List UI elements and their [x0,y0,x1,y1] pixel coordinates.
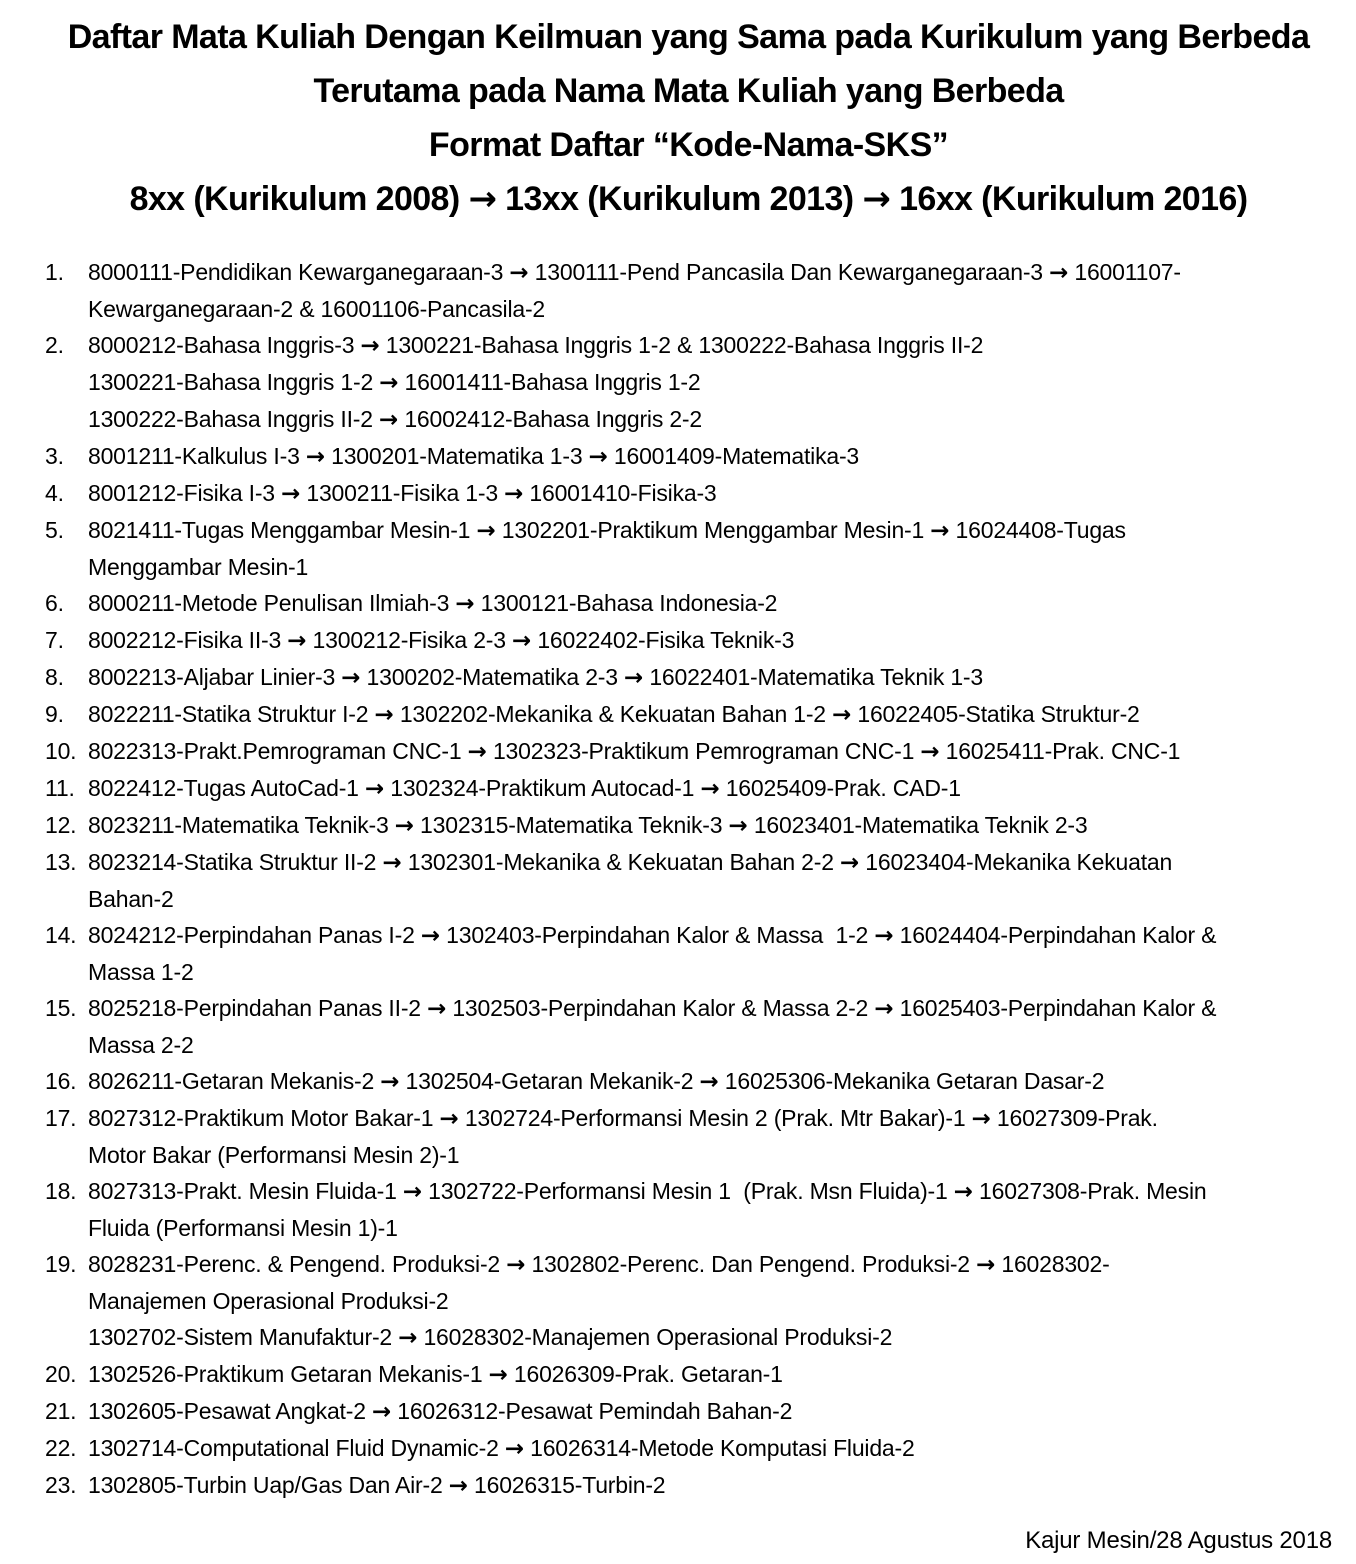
item-number: 21. [45,1398,77,1424]
item-number: 18. [45,1178,77,1204]
item-lines [88,807,1332,844]
right-arrow-icon: → [379,407,399,433]
right-arrow-icon: → [398,1325,418,1351]
item-number: 13. [45,849,77,875]
course-list [45,254,1332,1504]
item-lines [88,1100,1332,1173]
item-number: 7. [45,627,64,653]
list-item [45,1430,1332,1467]
item-line: 1302714-Computational Fluid Dynamic-2 → 16026314-Metode Komputasi Fluida-2 [88,1435,915,1462]
right-arrow-icon: → [874,996,894,1022]
item-number: 9. [45,701,64,727]
item-lines [88,475,1332,512]
item-lines [88,1467,1332,1504]
item-line: Bahan-2 [88,886,174,912]
list-item [45,807,1332,844]
list-item [45,1356,1332,1393]
item-line: 8001212-Fisika I-3 → 1300211-Fisika 1-3 → 16001410-Fisika-3 [88,480,717,507]
list-item [45,438,1332,475]
list-item [45,1100,1332,1173]
item-line: 8022412-Tugas AutoCad-1 → 1302324-Praktikum Autocad-1 → 16025409-Prak. CAD-1 [88,775,961,802]
title-line-1: Daftar Mata Kuliah Dengan Keilmuan yang Sama pada Kurikulum yang Berbeda [67,18,1310,56]
right-arrow-icon: → [728,813,748,839]
item-number: 19. [45,1251,77,1277]
item-lines [88,990,1332,1063]
right-arrow-icon: → [380,1069,400,1095]
item-line: 8000211-Metode Penulisan Ilmiah-3 → 1300121-Bahasa Indonesia-2 [88,590,778,617]
item-number: 23. [45,1472,77,1498]
right-arrow-icon: → [832,702,852,728]
item-lines [88,254,1332,327]
item-lines [88,622,1332,659]
right-arrow-icon: → [953,1179,973,1205]
item-line: Fluida (Performansi Mesin 1)-1 [88,1215,398,1241]
item-line: 8028231-Perenc. & Pengend. Produksi-2 → 1302802-Perenc. Dan Pengend. Produksi-2 → 16028302- [88,1251,1110,1278]
right-arrow-icon: → [455,591,475,617]
right-arrow-icon: → [448,1473,468,1499]
item-number: 2. [45,332,64,358]
right-arrow-icon: → [341,665,361,691]
right-arrow-icon: → [862,179,891,219]
item-lines [88,1430,1332,1467]
item-number: 14. [45,922,77,948]
item-line: Menggambar Mesin-1 [88,554,309,580]
item-number: 12. [45,812,77,838]
right-arrow-icon: → [504,481,524,507]
right-arrow-icon: → [509,260,529,286]
right-arrow-icon: → [467,739,487,765]
item-number: 8. [45,664,64,690]
item-line: 1302526-Praktikum Getaran Mekanis-1 → 16026309-Prak. Getaran-1 [88,1361,783,1388]
item-line: 1300221-Bahasa Inggris 1-2 → 16001411-Bahasa Inggris 1-2 [88,369,701,396]
item-number: 6. [45,590,64,616]
item-lines [88,696,1332,733]
right-arrow-icon: → [920,739,940,765]
right-arrow-icon: → [305,444,325,470]
item-line: 8027313-Prakt. Mesin Fluida-1 → 1302722-Performansi Mesin 1 (Prak. Msn Fluida)-1 → 16027308-Prak. Mesin [88,1178,1207,1205]
list-item [45,1063,1332,1100]
list-item [45,659,1332,696]
item-lines [88,917,1332,990]
list-item [45,733,1332,770]
right-arrow-icon: → [402,1179,422,1205]
right-arrow-icon: → [371,1399,392,1425]
item-lines [88,512,1332,585]
item-line: Massa 1-2 [88,959,194,985]
right-arrow-icon: → [971,1106,991,1132]
footer-signature: Kajur Mesin/28 Agustus 2018 [1025,1527,1332,1554]
item-lines [88,327,1332,438]
item-line: 8022313-Prakt.Pemrograman CNC-1 → 1302323-Praktikum Pemrograman CNC-1 → 16025411-Prak. CNC-1 [88,738,1181,765]
item-lines [88,733,1332,770]
title-line-3: Format Daftar “Kode-Nama-SKS” [428,126,949,164]
item-lines [88,1246,1332,1356]
right-arrow-icon: → [476,518,496,544]
right-arrow-icon: → [930,518,950,544]
item-lines [88,770,1332,807]
right-arrow-icon: → [281,481,301,507]
item-line: 8023211-Matematika Teknik-3 → 1302315-Matematika Teknik-3 → 16023401-Matematika Teknik 2-3 [88,812,1088,839]
item-line: 8022211-Statika Struktur I-2 → 1302202-Mekanika & Kekuatan Bahan 1-2 → 16022405-Statika Struktur-2 [88,701,1140,728]
item-number: 1. [45,259,64,285]
list-item [45,844,1332,917]
right-arrow-icon: → [624,665,644,691]
item-line: 1300222-Bahasa Inggris II-2 → 16002412-Bahasa Inggris 2-2 [88,406,702,433]
right-arrow-icon: → [588,444,608,470]
right-arrow-icon: → [874,923,894,949]
right-arrow-icon: → [699,1069,719,1095]
list-item [45,1173,1332,1246]
right-arrow-icon: → [506,1252,526,1278]
right-arrow-icon: → [439,1106,459,1132]
right-arrow-icon: → [976,1252,996,1278]
item-lines [88,659,1332,696]
item-number: 10. [45,738,77,764]
item-number: 17. [45,1105,77,1131]
list-item [45,990,1332,1063]
item-number: 3. [45,443,64,469]
item-line: 8024212-Perpindahan Panas I-2 → 1302403-Perpindahan Kalor & Massa 1-2 → 16024404-Perpindahan Kalor & [88,922,1217,949]
right-arrow-icon: → [382,850,402,876]
right-arrow-icon: → [420,923,440,949]
right-arrow-icon: → [1049,260,1069,286]
right-arrow-icon: → [374,702,394,728]
right-arrow-icon: → [427,996,447,1022]
item-line: 8002213-Aljabar Linier-3 → 1300202-Matematika 2-3 → 16022401-Matematika Teknik 1-3 [88,664,983,691]
list-item [45,512,1332,585]
item-lines [88,844,1332,917]
item-line: Motor Bakar (Performansi Mesin 2)-1 [88,1142,460,1168]
list-item [45,327,1332,438]
item-lines [88,585,1332,622]
list-item [45,770,1332,807]
item-line: 1302702-Sistem Manufaktur-2 → 16028302-Manajemen Operasional Produksi-2 [88,1324,893,1351]
item-line: 8000111-Pendidikan Kewarganegaraan-3 → 1300111-Pend Pancasila Dan Kewarganegaraan-3 → 16001107- [88,259,1181,286]
item-lines [88,1173,1332,1246]
item-line: 8001211-Kalkulus I-3 → 1300201-Matematika 1-3 → 16001409-Matematika-3 [88,443,860,470]
item-lines [88,1356,1332,1393]
item-line: 8000212-Bahasa Inggris-3 → 1300221-Bahasa Inggris 1-2 & 1300222-Bahasa Inggris II-2 [88,332,984,359]
item-line: 8026211-Getaran Mekanis-2 → 1302504-Getaran Mekanik-2 → 16025306-Mekanika Getaran Dasar-2 [88,1068,1105,1095]
list-item [45,1467,1332,1504]
list-item [45,475,1332,512]
right-arrow-icon: → [468,179,497,219]
item-lines [88,1063,1332,1100]
list-item [45,1393,1332,1430]
list-item [45,585,1332,622]
title-line-2: Terutama pada Nama Mata Kuliah yang Berbeda [313,72,1064,110]
right-arrow-icon: → [394,813,414,839]
right-arrow-icon: → [287,628,307,654]
item-number: 15. [45,995,77,1021]
item-number: 5. [45,517,64,543]
list-item [45,696,1332,733]
list-item [45,917,1332,990]
right-arrow-icon: → [512,628,532,654]
item-line: Massa 2-2 [88,1032,194,1058]
right-arrow-icon: → [840,850,860,876]
item-line: Manajemen Operasional Produksi-2 [88,1288,449,1314]
item-number: 22. [45,1435,77,1461]
item-line: 8002212-Fisika II-3 → 1300212-Fisika 2-3 → 16022402-Fisika Teknik-3 [88,627,795,654]
item-lines [88,438,1332,475]
item-number: 11. [45,775,75,801]
right-arrow-icon: → [360,333,380,359]
right-arrow-icon: → [364,776,385,802]
right-arrow-icon: → [379,370,399,396]
item-number: 16. [45,1068,77,1094]
right-arrow-icon: → [504,1436,524,1462]
item-number: 4. [45,480,64,506]
item-line: 8027312-Praktikum Motor Bakar-1 → 1302724-Performansi Mesin 2 (Prak. Mtr Bakar)-1 → 16027309-Prak. [88,1105,1158,1132]
item-line: Kewarganegaraan-2 & 16001106-Pancasila-2 [88,296,546,322]
list-item [45,254,1332,327]
item-number: 20. [45,1361,77,1387]
title-line-4: 8xx (Kurikulum 2008) → 13xx (Kurikulum 2013) → 16xx (Kurikulum 2016) [129,179,1248,219]
item-lines [88,1393,1332,1430]
list-item [45,622,1332,659]
right-arrow-icon: → [488,1362,508,1388]
item-line: 1302805-Turbin Uap/Gas Dan Air-2 → 16026315-Turbin-2 [88,1472,666,1499]
item-line: 1302605-Pesawat Angkat-2 → 16026312-Pesawat Pemindah Bahan-2 [88,1398,793,1425]
item-line: 8025218-Perpindahan Panas II-2 → 1302503-Perpindahan Kalor & Massa 2-2 → 16025403-Perpindahan Kalor & [88,995,1217,1022]
right-arrow-icon: → [700,776,720,802]
item-line: 8021411-Tugas Menggambar Mesin-1 → 1302201-Praktikum Menggambar Mesin-1 → 16024408-Tugas [88,517,1126,544]
document-header [45,10,1332,226]
list-item [45,1246,1332,1356]
item-line: 8023214-Statika Struktur II-2 → 1302301-Mekanika & Kekuatan Bahan 2-2 → 16023404-Mekanika Kekuatan [88,849,1173,876]
